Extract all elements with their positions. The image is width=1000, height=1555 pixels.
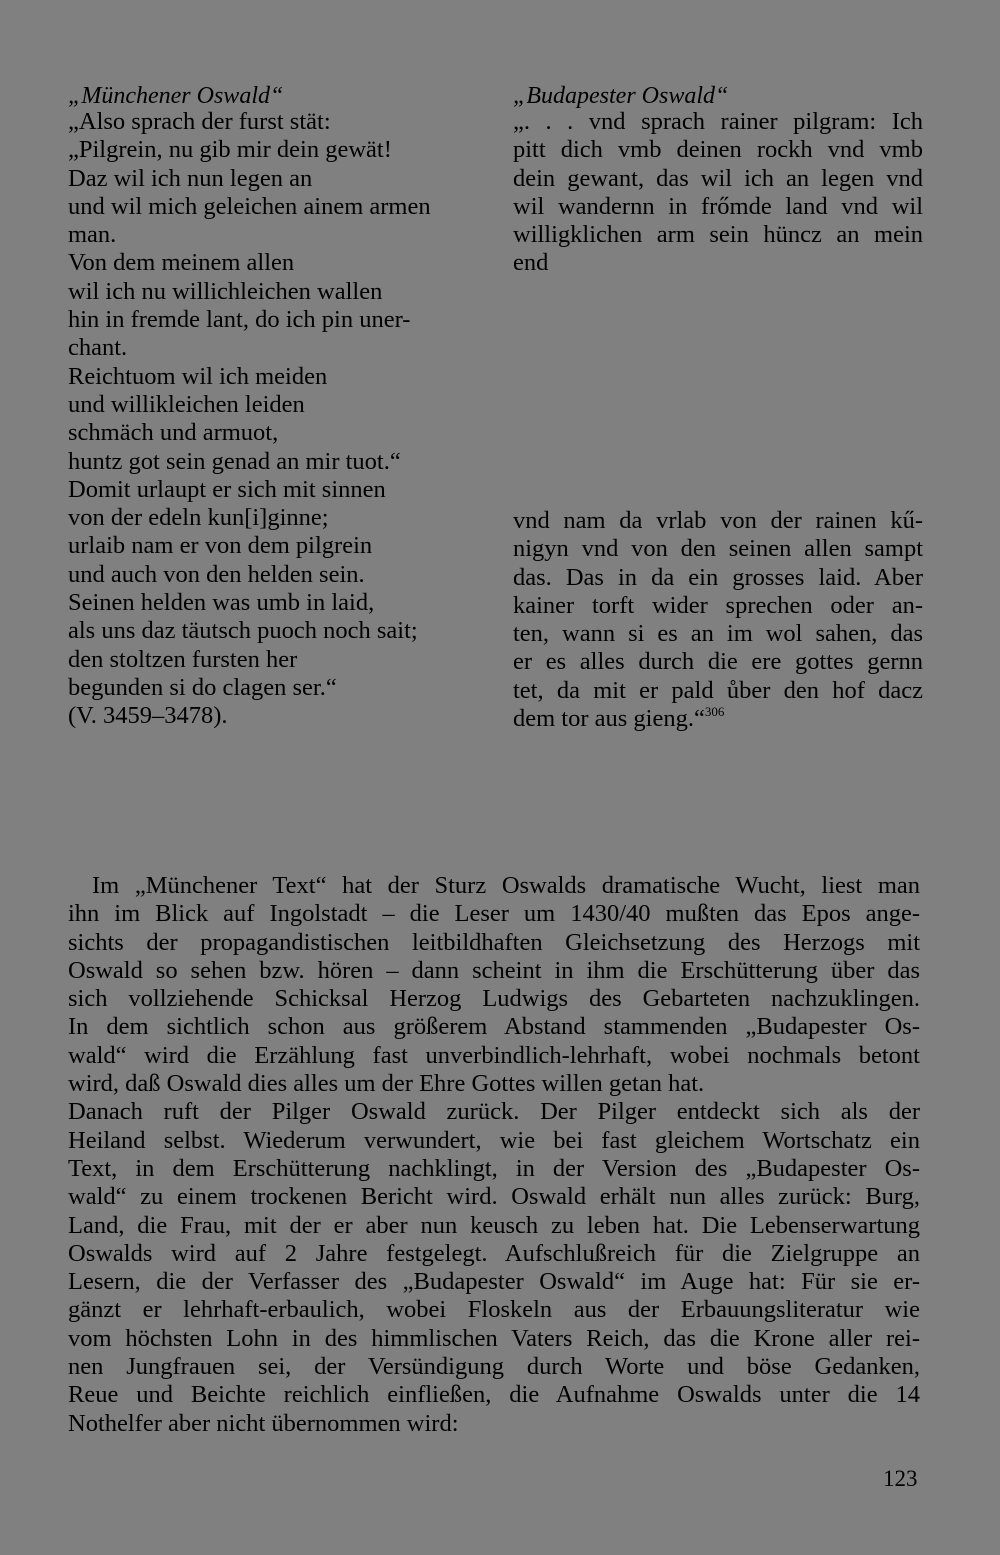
verse-line: als uns daz täutsch puoch noch sait; [68, 617, 418, 645]
prose-line: nigyn vnd von den seinen allen sampt [513, 535, 923, 563]
footnote-reference: 306 [704, 704, 725, 720]
body-line: Reue und Beichte reichlich einfließen, die Aufnahme Oswalds unter die 14 [68, 1381, 920, 1409]
prose-line [513, 705, 923, 733]
verse-line: chant. [68, 334, 128, 362]
prose-line: ten, wann si es an im wol sahen, das [513, 620, 923, 648]
body-line: nen Jungfrauen sei, der Versündigung durch Worte und böse Gedanken, [68, 1353, 920, 1381]
verse-line: „Pilgrein, nu gib mir dein gewät! [68, 136, 392, 164]
prose-line-text: dem tor aus gieng.“ [513, 705, 705, 733]
body-line: wald“ zu einem trockenen Bericht wird. Oswald erhält nun alles zurück: Burg, [68, 1183, 920, 1211]
verse-line: Daz wil ich nun legen an [68, 164, 313, 192]
body-line: Text, in dem Erschütterung nachklingt, in der Version des „Budapester Os- [68, 1154, 920, 1182]
verse-line: Reichtuom wil ich meiden [68, 362, 328, 390]
body-line: Nothelfer aber nicht übernommen wird: [68, 1409, 459, 1437]
verse-line: den stoltzen fursten her [68, 645, 298, 673]
prose-line: vnd nam da vrlab von der rainen kű- [513, 507, 923, 534]
body-line: Heiland selbst. Wiederum verwundert, wie bei fast gleichem Wortschatz ein [68, 1126, 920, 1154]
body-line: Lesern, die der Verfasser des „Budapester Oswald“ im Auge hat: Für sie er- [68, 1268, 920, 1296]
verse-line: Von dem meinem allen [68, 249, 295, 277]
verse-line: „Also sprach der furst stät: [68, 108, 331, 135]
prose-line: dein gewant, das wil ich an legen vnd [513, 164, 923, 192]
body-line: Danach ruft der Pilger Oswald zurück. Der Pilger entdeckt sich als der [68, 1098, 920, 1126]
body-line: Oswalds wird auf 2 Jahre festgelegt. Aufschlußreich für die Zielgruppe an [68, 1239, 920, 1267]
verse-line: von der edeln kun[i]ginne; [68, 504, 329, 532]
body-line: Im „Münchener Text“ hat der Sturz Oswalds dramatische Wucht, liest man [92, 872, 920, 899]
body-line: wird, daß Oswald dies alles um der Ehre Gottes willen getan hat. [68, 1070, 705, 1098]
right-prose-block-bottom [513, 507, 923, 733]
verse-line: und wil mich geleichen ainem armen [68, 192, 431, 220]
body-line: Land, die Frau, mit der er aber nun keusch zu leben hat. Die Lebenserwartung [68, 1211, 920, 1239]
body-line: vom höchsten Lohn in des himmlischen Vaters Reich, das die Krone aller rei- [68, 1324, 920, 1352]
verse-line: und willikleichen leiden [68, 390, 305, 418]
body-line: sichts der propagandistischen leitbildhaften Gleichsetzung des Herzogs mit [68, 928, 920, 956]
prose-line: willigklichen arm sein hüncz an mein [513, 221, 923, 249]
body-line: ihn im Blick auf Ingolstadt – die Leser um 1430/40 mußten das Epos ange- [68, 900, 920, 928]
right-prose-block-top [513, 108, 923, 278]
prose-line: pitt dich vmb deinen rockh vnd vmb [513, 136, 923, 164]
verse-line: huntz got sein genad an mir tuot.“ [68, 447, 401, 475]
left-verse-block [68, 108, 488, 731]
body-line: gänzt er lehrhaft-erbaulich, wobei Floskeln aus der Erbauungsliteratur wie [68, 1296, 920, 1324]
verse-line: (V. 3459–3478). [68, 702, 228, 730]
body-line: sich vollziehende Schicksal Herzog Ludwigs des Gebarteten nachzuklingen. [68, 985, 920, 1013]
verse-line: man. [68, 221, 117, 249]
prose-line: „. . . vnd sprach rainer pilgram: Ich [513, 108, 923, 135]
verse-line: und auch von den helden sein. [68, 560, 365, 588]
verse-line: wil ich nu willichleichen wallen [68, 277, 383, 305]
prose-line: er es alles durch die ere gottes gernn [513, 648, 923, 676]
verse-line: Seinen helden was umb in laid, [68, 589, 375, 617]
verse-line: Domit urlaupt er sich mit sinnen [68, 475, 386, 503]
body-line: wald“ wird die Erzählung fast unverbindlich-lehrhaft, wobei nochmals betont [68, 1041, 920, 1069]
body-paragraphs [68, 872, 920, 1438]
prose-line: das. Das in da ein grosses laid. Aber [513, 563, 923, 591]
body-line: Oswald so sehen bzw. hören – dann scheint in ihm die Erschütterung über das [68, 956, 920, 984]
prose-line: wil wandernn in frőmde land vnd wil [513, 192, 923, 220]
verse-line: begunden si do clagen ser.“ [68, 673, 337, 701]
verse-line: schmäch und armuot, [68, 419, 279, 447]
prose-line: tet, da mit er pald ůber den hof dacz [513, 676, 923, 704]
verse-line: urlaib nam er von dem pilgrein [68, 532, 373, 560]
right-column-title: „Budapester Oswald“ [513, 83, 729, 109]
verse-line: hin in fremde lant, do ich pin uner- [68, 306, 411, 334]
prose-line: kainer torft wider sprechen oder an- [513, 591, 923, 619]
body-line: In dem sichtlich schon aus größerem Abstand stammenden „Budapester Os- [68, 1013, 920, 1041]
prose-line: end [513, 249, 549, 277]
left-column-title: „Münchener Oswald“ [68, 83, 284, 109]
page-number: 123 [883, 1466, 918, 1491]
